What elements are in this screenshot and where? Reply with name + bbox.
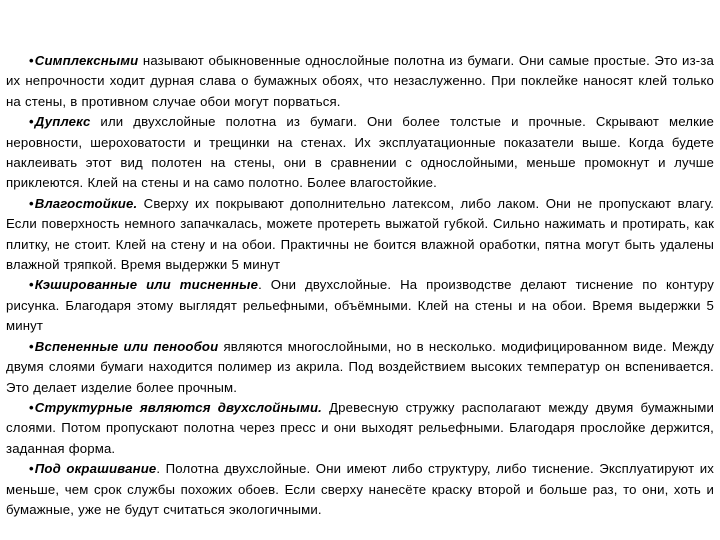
term-paintable: Под окрашивание xyxy=(34,461,157,477)
paragraph-paintable xyxy=(6,459,714,520)
bullet-marker: • xyxy=(29,114,34,130)
term-duplex: Дуплекс xyxy=(34,114,91,130)
paragraph-text: называют обыкновенные однослойные полотна из бумаги. Они самые простые. Это из-за их непрочности ходит дурная слава о бумажных обоях, что незаслуженно. При поклейке наносят клей только на стены, в противном случае обои могут порваться. xyxy=(6,53,714,109)
paragraph-simplex xyxy=(6,51,714,112)
paragraph-foamed xyxy=(6,337,714,398)
bullet-marker: • xyxy=(29,399,34,415)
term-structural: Структурные являются двухслойными. xyxy=(34,399,322,415)
term-moisture-resistant: Влагостойкие. xyxy=(34,195,138,211)
paragraph-text: являются многослойными, но в несколько. модифицированном виде. Между двумя слоями бумаги находится полимер из акрила. Под воздействием высоких температур он вспенивается. Это делает изделие более прочным. xyxy=(6,338,714,395)
term-simplex: Симплексными xyxy=(34,53,139,68)
paragraph-text: или двухслойные полотна из бумаги. Они более толстые и прочные. Скрывают мелкие неровности, шероховатости и трещинки на стенах. Их эксплуатационные показатели выше. Когда будете наклеивать этот вид полотен на стены, они в сравнении с однослойными, меньше промокнут и лучше приклеются. Клей на стены и на само полотно. Более влагостойкие. xyxy=(6,114,714,191)
bullet-marker: • xyxy=(29,53,34,68)
bullet-marker: • xyxy=(29,277,34,293)
bullet-marker: • xyxy=(29,195,34,211)
paragraph-text: . Они двухслойные. На производстве делают тиснение по контуру рисунка. Благодаря этому выглядят рельефными, объёмными. Клей на стены и на обои. Время выдержки 5 минут xyxy=(6,277,714,334)
bullet-marker: • xyxy=(29,461,34,477)
bullet-marker: • xyxy=(29,338,34,354)
paragraph-moisture-resistant xyxy=(6,194,714,276)
paragraph-text: . Полотна двухслойные. Они имеют либо структуру, либо тиснение. Эксплуатируют их меньше, чем срок службы похожих обоев. Если сверху нанесёте краску второй и больше раз, то они, хоть и бумажные, уже не будут считаться экологичными. xyxy=(6,461,714,517)
term-embossed: Кэшированные или тисненные xyxy=(34,277,259,293)
paragraph-text: Сверху их покрывают дополнительно латексом, либо лаком. Они не пропускают влагу. Если поверхность немного запачкалась, можете протереть выжатой губкой. Сильно нажимать и протирать, как плитку, не стоит. Клей на стену и на обои. Практичны не боится влажной оработки, пятна могут быть удалены влажной тряпкой. Время выдержки 5 минут xyxy=(6,195,714,273)
paragraph-duplex xyxy=(6,112,714,194)
paragraph-embossed xyxy=(6,275,714,336)
paragraph-text: Древесную стружку располагают между двумя бумажными слоями. Потом пропускают полотна через пресс и они выходят рельефными. Благодаря прослойке держится, заданная форма. xyxy=(6,399,714,456)
term-foamed: Вспененные или пенообои xyxy=(34,338,219,354)
document-page xyxy=(6,51,714,536)
paragraph-structural xyxy=(6,398,714,459)
